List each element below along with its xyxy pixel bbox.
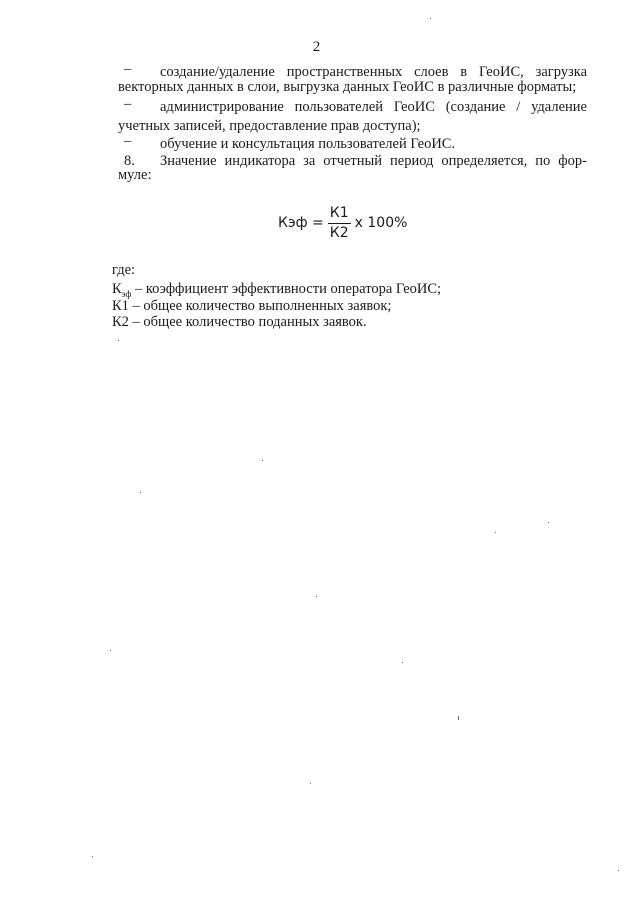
scan-speck bbox=[548, 522, 549, 523]
legend-item: К2 – общее количество поданных заявок. bbox=[112, 314, 367, 330]
list-item-text: учетных записей, предоставление прав доступа); bbox=[118, 118, 421, 134]
scan-speck bbox=[92, 856, 93, 857]
scan-speck bbox=[140, 492, 141, 493]
legend-item: К1 – общее количество выполненных заявок; bbox=[112, 298, 392, 314]
paragraph-text: Значение индикатора за отчетный период определяется, по фор- bbox=[160, 153, 587, 169]
formula-numerator: К1 bbox=[328, 206, 351, 224]
page-number: 2 bbox=[312, 39, 321, 55]
list-marker: – bbox=[124, 133, 132, 149]
efficiency-formula bbox=[278, 206, 407, 240]
scan-speck bbox=[402, 662, 403, 663]
scan-speck bbox=[458, 716, 459, 720]
list-item-text: создание/удаление пространственных слоев в ГеоИС, загрузка bbox=[160, 64, 587, 80]
scan-speck bbox=[316, 596, 317, 597]
legend-text: – коэффициент эффективности оператора ГеоИС; bbox=[131, 281, 442, 297]
list-marker: – bbox=[124, 61, 132, 77]
formula-denominator: К2 bbox=[329, 224, 349, 241]
paragraph-number: 8. bbox=[124, 153, 135, 169]
legend-item bbox=[112, 282, 441, 299]
paragraph-text: муле: bbox=[118, 167, 152, 183]
scan-speck bbox=[110, 650, 111, 651]
scan-speck bbox=[618, 870, 619, 871]
formula-rhs: х 100% bbox=[354, 214, 408, 231]
formula-fraction bbox=[328, 206, 351, 240]
list-item-text: векторных данных в слои, выгрузка данных ГеоИС в различные форматы; bbox=[118, 79, 577, 95]
list-marker: – bbox=[124, 96, 132, 112]
scan-speck bbox=[310, 783, 311, 784]
list-item-text: администрирование пользователей ГеоИС (создание / удаление bbox=[160, 99, 587, 115]
legend-intro: где: bbox=[112, 262, 136, 278]
scan-speck bbox=[262, 460, 263, 461]
legend-symbol: К bbox=[112, 281, 122, 297]
list-item-text: обучение и консультация пользователей ГеоИС. bbox=[160, 136, 456, 152]
scan-speck bbox=[118, 340, 119, 341]
legend-subscript: эф bbox=[121, 288, 132, 299]
scan-speck bbox=[430, 18, 431, 19]
scan-speck bbox=[495, 532, 496, 533]
formula-lhs: Кэф = bbox=[278, 214, 324, 231]
